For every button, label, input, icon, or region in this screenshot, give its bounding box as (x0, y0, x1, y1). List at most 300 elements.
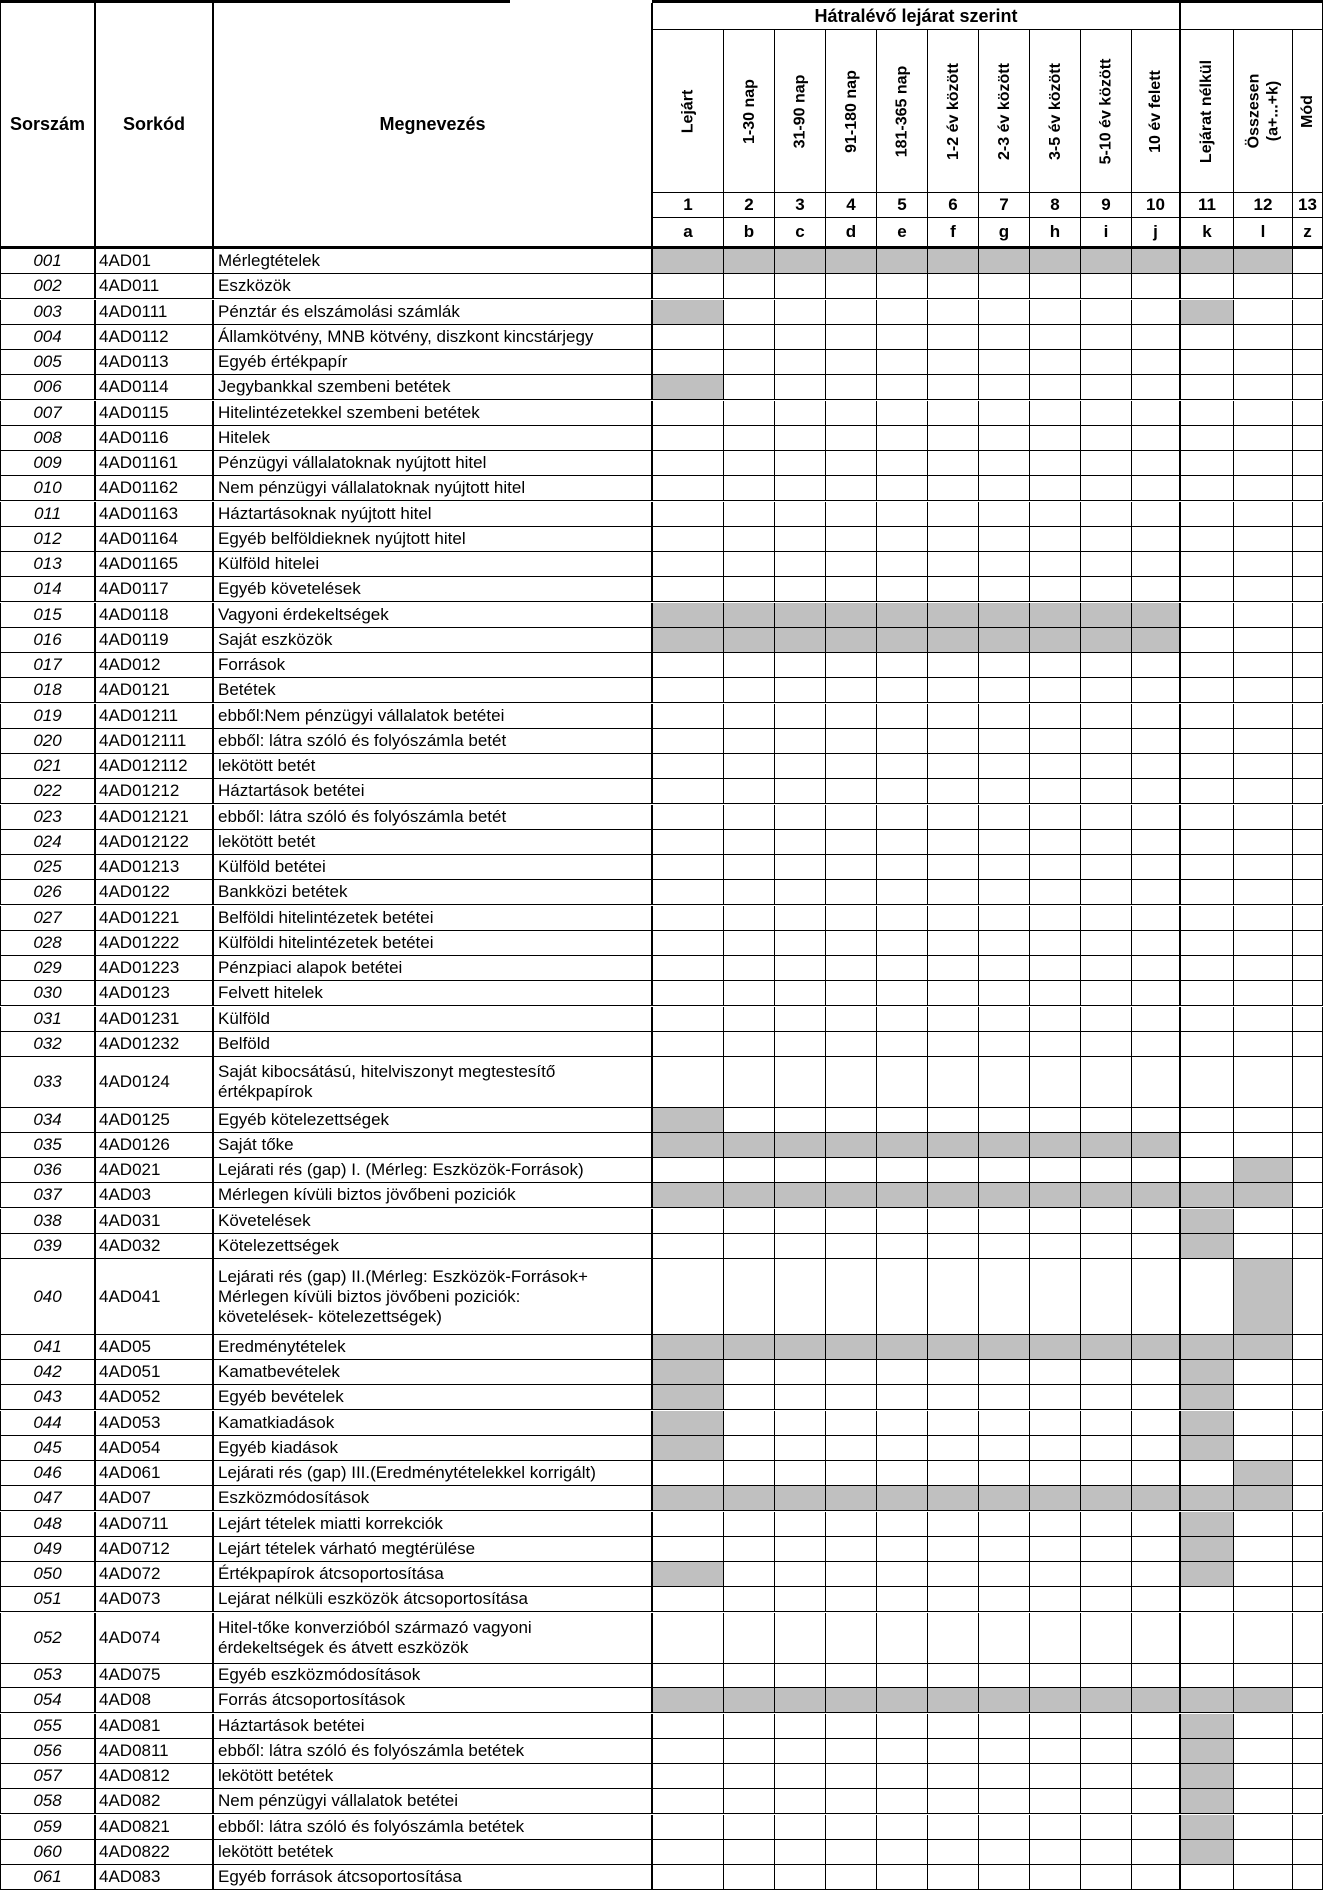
data-entry-cell[interactable] (1081, 855, 1132, 880)
data-entry-cell[interactable] (775, 1108, 826, 1133)
data-entry-cell[interactable] (928, 779, 979, 804)
data-entry-cell[interactable] (1030, 1714, 1081, 1739)
data-entry-cell[interactable] (826, 880, 877, 905)
data-entry-cell[interactable] (1081, 653, 1132, 678)
data-entry-cell[interactable] (877, 1562, 928, 1587)
data-entry-cell[interactable] (1081, 426, 1132, 451)
data-entry-cell[interactable] (724, 451, 775, 476)
data-entry-cell[interactable] (826, 1789, 877, 1814)
data-entry-cell[interactable] (1293, 678, 1323, 703)
data-entry-cell[interactable] (1081, 830, 1132, 855)
data-entry-cell[interactable] (979, 325, 1030, 350)
data-entry-cell[interactable] (724, 906, 775, 931)
data-entry-cell[interactable] (775, 1032, 826, 1057)
data-entry-cell[interactable] (653, 1714, 724, 1739)
data-entry-cell[interactable] (928, 1865, 979, 1890)
data-entry-cell[interactable] (724, 1234, 775, 1259)
data-entry-cell[interactable] (826, 1108, 877, 1133)
data-entry-cell[interactable] (877, 502, 928, 527)
data-entry-cell[interactable] (775, 1512, 826, 1537)
data-entry-cell[interactable] (1181, 603, 1234, 628)
data-entry-cell[interactable] (877, 779, 928, 804)
data-entry-cell[interactable] (653, 1032, 724, 1057)
data-entry-cell[interactable] (775, 1865, 826, 1890)
data-entry-cell[interactable] (1030, 1789, 1081, 1814)
data-entry-cell[interactable] (826, 678, 877, 703)
data-entry-cell[interactable] (979, 830, 1030, 855)
data-entry-cell[interactable] (928, 1587, 979, 1612)
data-entry-cell[interactable] (928, 1057, 979, 1108)
data-entry-cell[interactable] (877, 375, 928, 400)
data-entry-cell[interactable] (826, 577, 877, 602)
data-entry-cell[interactable] (1234, 375, 1293, 400)
data-entry-cell[interactable] (979, 1739, 1030, 1764)
data-entry-cell[interactable] (1293, 628, 1323, 653)
data-entry-cell[interactable] (1030, 1411, 1081, 1436)
data-entry-cell[interactable] (1234, 1007, 1293, 1032)
data-entry-cell[interactable] (653, 1537, 724, 1562)
data-entry-cell[interactable] (1181, 1108, 1234, 1133)
data-entry-cell[interactable] (1081, 1007, 1132, 1032)
data-entry-cell[interactable] (826, 1815, 877, 1840)
data-entry-cell[interactable] (979, 426, 1030, 451)
data-entry-cell[interactable] (775, 704, 826, 729)
data-entry-cell[interactable] (928, 1815, 979, 1840)
data-entry-cell[interactable] (653, 830, 724, 855)
data-entry-cell[interactable] (1293, 577, 1323, 602)
data-entry-cell[interactable] (724, 1461, 775, 1486)
data-entry-cell[interactable] (979, 1411, 1030, 1436)
data-entry-cell[interactable] (724, 729, 775, 754)
data-entry-cell[interactable] (1030, 300, 1081, 325)
data-entry-cell[interactable] (1234, 451, 1293, 476)
data-entry-cell[interactable] (1293, 1764, 1323, 1789)
data-entry-cell[interactable] (826, 1057, 877, 1108)
data-entry-cell[interactable] (724, 1714, 775, 1739)
data-entry-cell[interactable] (928, 1385, 979, 1410)
data-entry-cell[interactable] (826, 1360, 877, 1385)
data-entry-cell[interactable] (979, 1259, 1030, 1335)
data-entry-cell[interactable] (826, 1764, 877, 1789)
data-entry-cell[interactable] (1081, 350, 1132, 375)
data-entry-cell[interactable] (826, 1461, 877, 1486)
data-entry-cell[interactable] (1293, 1385, 1323, 1410)
data-entry-cell[interactable] (928, 1512, 979, 1537)
data-entry-cell[interactable] (1030, 476, 1081, 501)
data-entry-cell[interactable] (1234, 1789, 1293, 1814)
data-entry-cell[interactable] (1132, 401, 1181, 426)
data-entry-cell[interactable] (653, 931, 724, 956)
data-entry-cell[interactable] (1181, 325, 1234, 350)
data-entry-cell[interactable] (653, 1461, 724, 1486)
data-entry-cell[interactable] (1234, 1562, 1293, 1587)
data-entry-cell[interactable] (928, 1360, 979, 1385)
data-entry-cell[interactable] (1234, 1840, 1293, 1865)
data-entry-cell[interactable] (653, 1663, 724, 1688)
data-entry-cell[interactable] (928, 300, 979, 325)
data-entry-cell[interactable] (775, 502, 826, 527)
data-entry-cell[interactable] (877, 1865, 928, 1890)
data-entry-cell[interactable] (724, 350, 775, 375)
data-entry-cell[interactable] (724, 577, 775, 602)
data-entry-cell[interactable] (1181, 830, 1234, 855)
data-entry-cell[interactable] (1081, 577, 1132, 602)
data-entry-cell[interactable] (979, 375, 1030, 400)
data-entry-cell[interactable] (724, 1158, 775, 1183)
data-entry-cell[interactable] (653, 1259, 724, 1335)
data-entry-cell[interactable] (653, 451, 724, 476)
data-entry-cell[interactable] (653, 1815, 724, 1840)
data-entry-cell[interactable] (826, 527, 877, 552)
data-entry-cell[interactable] (1081, 502, 1132, 527)
data-entry-cell[interactable] (1030, 653, 1081, 678)
data-entry-cell[interactable] (928, 1789, 979, 1814)
data-entry-cell[interactable] (1081, 1537, 1132, 1562)
data-entry-cell[interactable] (979, 1234, 1030, 1259)
data-entry-cell[interactable] (1030, 1158, 1081, 1183)
data-entry-cell[interactable] (928, 1461, 979, 1486)
data-entry-cell[interactable] (928, 375, 979, 400)
data-entry-cell[interactable] (928, 855, 979, 880)
data-entry-cell[interactable] (1132, 855, 1181, 880)
data-entry-cell[interactable] (928, 653, 979, 678)
data-entry-cell[interactable] (928, 1840, 979, 1865)
data-entry-cell[interactable] (1181, 906, 1234, 931)
data-entry-cell[interactable] (653, 805, 724, 830)
data-entry-cell[interactable] (724, 1587, 775, 1612)
data-entry-cell[interactable] (877, 830, 928, 855)
data-entry-cell[interactable] (653, 1789, 724, 1814)
data-entry-cell[interactable] (1081, 1234, 1132, 1259)
data-entry-cell[interactable] (1132, 502, 1181, 527)
data-entry-cell[interactable] (1293, 1512, 1323, 1537)
data-entry-cell[interactable] (1293, 729, 1323, 754)
data-entry-cell[interactable] (775, 1259, 826, 1335)
data-entry-cell[interactable] (1081, 1789, 1132, 1814)
data-entry-cell[interactable] (1030, 577, 1081, 602)
data-entry-cell[interactable] (775, 653, 826, 678)
data-entry-cell[interactable] (775, 274, 826, 299)
data-entry-cell[interactable] (775, 401, 826, 426)
data-entry-cell[interactable] (1181, 1032, 1234, 1057)
data-entry-cell[interactable] (928, 1663, 979, 1688)
data-entry-cell[interactable] (1181, 1133, 1234, 1158)
data-entry-cell[interactable] (1030, 1032, 1081, 1057)
data-entry-cell[interactable] (724, 1512, 775, 1537)
data-entry-cell[interactable] (1234, 779, 1293, 804)
data-entry-cell[interactable] (1030, 325, 1081, 350)
data-entry-cell[interactable] (1081, 1209, 1132, 1234)
data-entry-cell[interactable] (1234, 855, 1293, 880)
data-entry-cell[interactable] (1234, 1385, 1293, 1410)
data-entry-cell[interactable] (1132, 1815, 1181, 1840)
data-entry-cell[interactable] (1181, 729, 1234, 754)
data-entry-cell[interactable] (1132, 678, 1181, 703)
data-entry-cell[interactable] (724, 704, 775, 729)
data-entry-cell[interactable] (1234, 426, 1293, 451)
data-entry-cell[interactable] (1132, 1461, 1181, 1486)
data-entry-cell[interactable] (653, 527, 724, 552)
data-entry-cell[interactable] (1081, 1613, 1132, 1664)
data-entry-cell[interactable] (1081, 300, 1132, 325)
data-entry-cell[interactable] (1081, 704, 1132, 729)
data-entry-cell[interactable] (775, 956, 826, 981)
data-entry-cell[interactable] (1132, 1865, 1181, 1890)
data-entry-cell[interactable] (1234, 956, 1293, 981)
data-entry-cell[interactable] (1030, 274, 1081, 299)
data-entry-cell[interactable] (1234, 1764, 1293, 1789)
data-entry-cell[interactable] (1293, 1259, 1323, 1335)
data-entry-cell[interactable] (826, 1840, 877, 1865)
data-entry-cell[interactable] (1132, 1108, 1181, 1133)
data-entry-cell[interactable] (1132, 805, 1181, 830)
data-entry-cell[interactable] (826, 1032, 877, 1057)
data-entry-cell[interactable] (979, 704, 1030, 729)
data-entry-cell[interactable] (826, 1209, 877, 1234)
data-entry-cell[interactable] (1293, 401, 1323, 426)
data-entry-cell[interactable] (1293, 1537, 1323, 1562)
data-entry-cell[interactable] (1181, 350, 1234, 375)
data-entry-cell[interactable] (1132, 1789, 1181, 1814)
data-entry-cell[interactable] (826, 653, 877, 678)
data-entry-cell[interactable] (826, 426, 877, 451)
data-entry-cell[interactable] (928, 577, 979, 602)
data-entry-cell[interactable] (1132, 1234, 1181, 1259)
data-entry-cell[interactable] (1181, 981, 1234, 1006)
data-entry-cell[interactable] (724, 1108, 775, 1133)
data-entry-cell[interactable] (1234, 1108, 1293, 1133)
data-entry-cell[interactable] (1234, 527, 1293, 552)
data-entry-cell[interactable] (653, 779, 724, 804)
data-entry-cell[interactable] (724, 1007, 775, 1032)
data-entry-cell[interactable] (1181, 1057, 1234, 1108)
data-entry-cell[interactable] (775, 779, 826, 804)
data-entry-cell[interactable] (775, 350, 826, 375)
data-entry-cell[interactable] (928, 1411, 979, 1436)
data-entry-cell[interactable] (724, 1436, 775, 1461)
data-entry-cell[interactable] (653, 1158, 724, 1183)
data-entry-cell[interactable] (1293, 1234, 1323, 1259)
data-entry-cell[interactable] (1081, 779, 1132, 804)
data-entry-cell[interactable] (1081, 1259, 1132, 1335)
data-entry-cell[interactable] (928, 1259, 979, 1335)
data-entry-cell[interactable] (1181, 451, 1234, 476)
data-entry-cell[interactable] (979, 274, 1030, 299)
data-entry-cell[interactable] (1293, 375, 1323, 400)
data-entry-cell[interactable] (1234, 1739, 1293, 1764)
data-entry-cell[interactable] (826, 1739, 877, 1764)
data-entry-cell[interactable] (1030, 1865, 1081, 1890)
data-entry-cell[interactable] (928, 1234, 979, 1259)
data-entry-cell[interactable] (775, 577, 826, 602)
data-entry-cell[interactable] (1132, 1411, 1181, 1436)
data-entry-cell[interactable] (724, 1613, 775, 1664)
data-entry-cell[interactable] (1081, 1840, 1132, 1865)
data-entry-cell[interactable] (1132, 1259, 1181, 1335)
data-entry-cell[interactable] (775, 1764, 826, 1789)
data-entry-cell[interactable] (653, 956, 724, 981)
data-entry-cell[interactable] (724, 855, 775, 880)
data-entry-cell[interactable] (775, 678, 826, 703)
data-entry-cell[interactable] (1234, 1865, 1293, 1890)
data-entry-cell[interactable] (1132, 704, 1181, 729)
data-entry-cell[interactable] (1030, 1461, 1081, 1486)
data-entry-cell[interactable] (1293, 1562, 1323, 1587)
data-entry-cell[interactable] (1030, 375, 1081, 400)
data-entry-cell[interactable] (775, 1537, 826, 1562)
data-entry-cell[interactable] (877, 754, 928, 779)
data-entry-cell[interactable] (1234, 880, 1293, 905)
data-entry-cell[interactable] (1293, 830, 1323, 855)
data-entry-cell[interactable] (1132, 779, 1181, 804)
data-entry-cell[interactable] (877, 729, 928, 754)
data-entry-cell[interactable] (1081, 906, 1132, 931)
data-entry-cell[interactable] (928, 906, 979, 931)
data-entry-cell[interactable] (877, 1209, 928, 1234)
data-entry-cell[interactable] (1132, 754, 1181, 779)
data-entry-cell[interactable] (724, 1360, 775, 1385)
data-entry-cell[interactable] (1132, 729, 1181, 754)
data-entry-cell[interactable] (1234, 1436, 1293, 1461)
data-entry-cell[interactable] (653, 476, 724, 501)
data-entry-cell[interactable] (1234, 678, 1293, 703)
data-entry-cell[interactable] (877, 1461, 928, 1486)
data-entry-cell[interactable] (1181, 502, 1234, 527)
data-entry-cell[interactable] (928, 1764, 979, 1789)
data-entry-cell[interactable] (724, 527, 775, 552)
data-entry-cell[interactable] (724, 1032, 775, 1057)
data-entry-cell[interactable] (877, 1234, 928, 1259)
data-entry-cell[interactable] (1030, 956, 1081, 981)
data-entry-cell[interactable] (1293, 906, 1323, 931)
data-entry-cell[interactable] (826, 1865, 877, 1890)
data-entry-cell[interactable] (1293, 249, 1323, 274)
data-entry-cell[interactable] (724, 401, 775, 426)
data-entry-cell[interactable] (877, 1764, 928, 1789)
data-entry-cell[interactable] (775, 1840, 826, 1865)
data-entry-cell[interactable] (1293, 1158, 1323, 1183)
data-entry-cell[interactable] (826, 502, 877, 527)
data-entry-cell[interactable] (979, 855, 1030, 880)
data-entry-cell[interactable] (826, 1613, 877, 1664)
data-entry-cell[interactable] (1030, 1512, 1081, 1537)
data-entry-cell[interactable] (1234, 1032, 1293, 1057)
data-entry-cell[interactable] (928, 1032, 979, 1057)
data-entry-cell[interactable] (979, 1385, 1030, 1410)
data-entry-cell[interactable] (1234, 552, 1293, 577)
data-entry-cell[interactable] (1234, 476, 1293, 501)
data-entry-cell[interactable] (653, 704, 724, 729)
data-entry-cell[interactable] (1293, 1663, 1323, 1688)
data-entry-cell[interactable] (775, 1613, 826, 1664)
data-entry-cell[interactable] (877, 552, 928, 577)
data-entry-cell[interactable] (1132, 1714, 1181, 1739)
data-entry-cell[interactable] (826, 981, 877, 1006)
data-entry-cell[interactable] (653, 1234, 724, 1259)
data-entry-cell[interactable] (1132, 552, 1181, 577)
data-entry-cell[interactable] (826, 476, 877, 501)
data-entry-cell[interactable] (928, 401, 979, 426)
data-entry-cell[interactable] (1132, 906, 1181, 931)
data-entry-cell[interactable] (979, 300, 1030, 325)
data-entry-cell[interactable] (1030, 754, 1081, 779)
data-entry-cell[interactable] (1293, 1335, 1323, 1360)
data-entry-cell[interactable] (1181, 1158, 1234, 1183)
data-entry-cell[interactable] (1081, 1562, 1132, 1587)
data-entry-cell[interactable] (1293, 704, 1323, 729)
data-entry-cell[interactable] (1030, 451, 1081, 476)
data-entry-cell[interactable] (1030, 401, 1081, 426)
data-entry-cell[interactable] (928, 1537, 979, 1562)
data-entry-cell[interactable] (826, 375, 877, 400)
data-entry-cell[interactable] (877, 401, 928, 426)
data-entry-cell[interactable] (826, 1714, 877, 1739)
data-entry-cell[interactable] (1030, 704, 1081, 729)
data-entry-cell[interactable] (877, 956, 928, 981)
data-entry-cell[interactable] (1132, 1057, 1181, 1108)
data-entry-cell[interactable] (1293, 1461, 1323, 1486)
data-entry-cell[interactable] (724, 931, 775, 956)
data-entry-cell[interactable] (1081, 981, 1132, 1006)
data-entry-cell[interactable] (775, 552, 826, 577)
data-entry-cell[interactable] (877, 476, 928, 501)
data-entry-cell[interactable] (1132, 1512, 1181, 1537)
data-entry-cell[interactable] (1081, 375, 1132, 400)
data-entry-cell[interactable] (979, 1436, 1030, 1461)
data-entry-cell[interactable] (1030, 1108, 1081, 1133)
data-entry-cell[interactable] (928, 1007, 979, 1032)
data-entry-cell[interactable] (1234, 1587, 1293, 1612)
data-entry-cell[interactable] (653, 1209, 724, 1234)
data-entry-cell[interactable] (775, 1714, 826, 1739)
data-entry-cell[interactable] (653, 754, 724, 779)
data-entry-cell[interactable] (1234, 325, 1293, 350)
data-entry-cell[interactable] (877, 1815, 928, 1840)
data-entry-cell[interactable] (1234, 1209, 1293, 1234)
data-entry-cell[interactable] (775, 830, 826, 855)
data-entry-cell[interactable] (775, 1057, 826, 1108)
data-entry-cell[interactable] (1030, 779, 1081, 804)
data-entry-cell[interactable] (979, 1663, 1030, 1688)
data-entry-cell[interactable] (1181, 805, 1234, 830)
data-entry-cell[interactable] (1181, 1663, 1234, 1688)
data-entry-cell[interactable] (1081, 1865, 1132, 1890)
data-entry-cell[interactable] (1293, 1840, 1323, 1865)
data-entry-cell[interactable] (979, 527, 1030, 552)
data-entry-cell[interactable] (826, 552, 877, 577)
data-entry-cell[interactable] (1132, 350, 1181, 375)
data-entry-cell[interactable] (1293, 1587, 1323, 1612)
data-entry-cell[interactable] (877, 1108, 928, 1133)
data-entry-cell[interactable] (724, 426, 775, 451)
data-entry-cell[interactable] (1132, 653, 1181, 678)
data-entry-cell[interactable] (1081, 956, 1132, 981)
data-entry-cell[interactable] (1234, 1663, 1293, 1688)
data-entry-cell[interactable] (1132, 527, 1181, 552)
data-entry-cell[interactable] (1132, 577, 1181, 602)
data-entry-cell[interactable] (826, 1411, 877, 1436)
data-entry-cell[interactable] (928, 426, 979, 451)
data-entry-cell[interactable] (775, 906, 826, 931)
data-entry-cell[interactable] (653, 401, 724, 426)
data-entry-cell[interactable] (1030, 1360, 1081, 1385)
data-entry-cell[interactable] (1181, 552, 1234, 577)
data-entry-cell[interactable] (775, 1209, 826, 1234)
data-entry-cell[interactable] (979, 1108, 1030, 1133)
data-entry-cell[interactable] (979, 451, 1030, 476)
data-entry-cell[interactable] (1181, 274, 1234, 299)
data-entry-cell[interactable] (775, 1411, 826, 1436)
